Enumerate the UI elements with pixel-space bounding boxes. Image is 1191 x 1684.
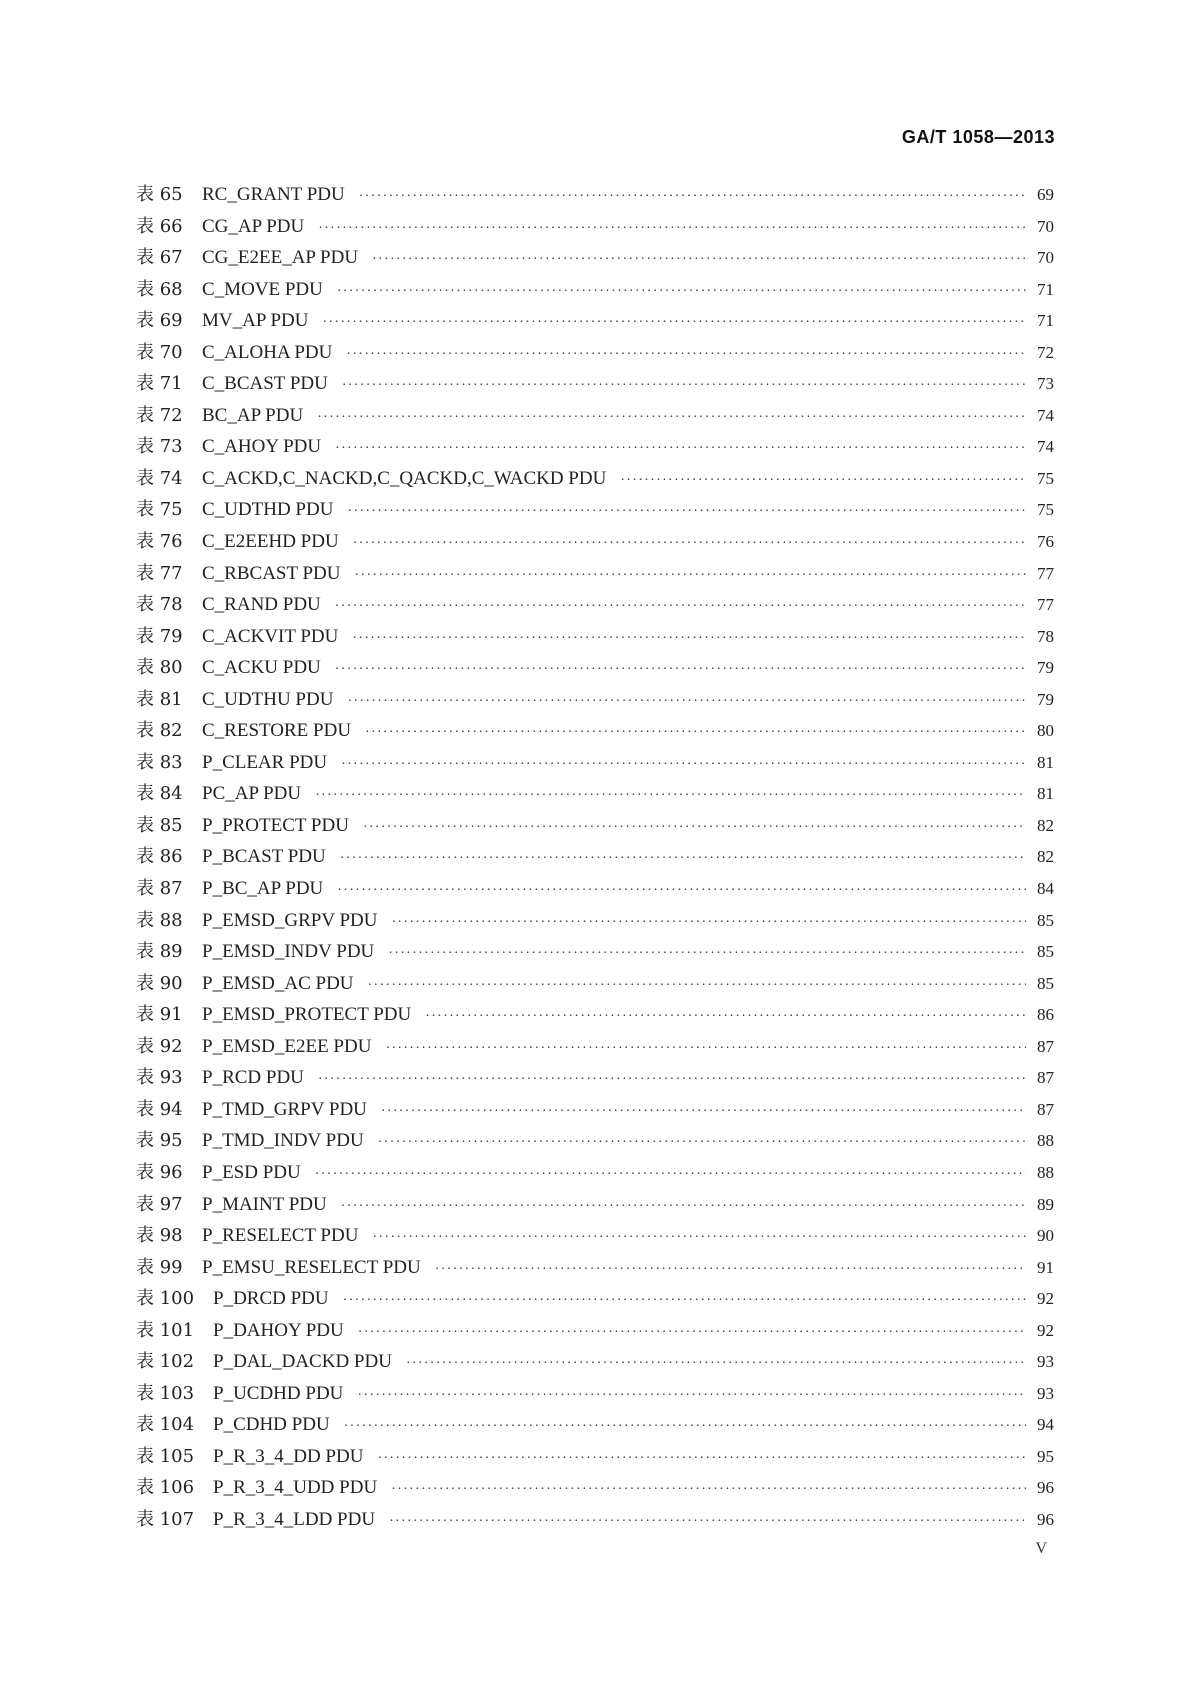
toc-entry-page: 85 <box>1037 973 1054 993</box>
toc-entry[interactable] <box>136 937 1054 969</box>
toc-entry-page: 73 <box>1037 374 1054 394</box>
toc-entry-label: 表 88 <box>136 909 183 931</box>
toc-entry-page: 91 <box>1037 1257 1054 1277</box>
toc-dot-leader <box>352 631 1026 647</box>
toc-entry-label: 表 85 <box>136 814 183 836</box>
toc-dot-leader <box>335 441 1026 457</box>
toc-entry-title: P_UCDHD PDU <box>213 1382 344 1404</box>
toc-entry-label: 表 103 <box>136 1382 195 1404</box>
toc-entry-label: 表 77 <box>136 562 183 584</box>
toc-entry[interactable] <box>136 401 1054 433</box>
toc-entry[interactable] <box>136 1190 1054 1222</box>
toc-entry[interactable] <box>136 906 1054 938</box>
toc-dot-leader <box>435 1262 1026 1278</box>
toc-dot-leader <box>377 1451 1026 1467</box>
toc-entry[interactable] <box>136 842 1054 874</box>
toc-entry-page: 74 <box>1037 405 1054 425</box>
toc-entry-title: P_DAHOY PDU <box>213 1319 344 1341</box>
toc-entry[interactable] <box>136 180 1054 212</box>
toc-entry-page: 74 <box>1037 437 1054 457</box>
toc-entry-title: RC_GRANT PDU <box>202 184 345 205</box>
toc-entry-page: 87 <box>1037 1099 1054 1119</box>
toc-entry[interactable] <box>136 1063 1054 1095</box>
toc-entry-title: C_MOVE PDU <box>202 278 323 300</box>
toc-dot-leader <box>347 504 1026 520</box>
toc-entry-page: 72 <box>1037 342 1054 362</box>
toc-dot-leader <box>341 757 1026 773</box>
toc-dot-leader <box>346 347 1026 363</box>
toc-entry[interactable] <box>136 1347 1054 1379</box>
toc-entry-page: 85 <box>1037 942 1054 962</box>
toc-entry-page: 82 <box>1037 847 1054 867</box>
toc-dot-leader <box>391 915 1026 931</box>
toc-entry-title: C_ALOHA PDU <box>202 341 333 363</box>
toc-entry-title: P_EMSD_GRPV PDU <box>202 909 378 931</box>
toc-entry-label: 表 86 <box>136 846 183 868</box>
toc-entry[interactable] <box>136 527 1054 559</box>
toc-dot-leader <box>358 1325 1026 1341</box>
toc-entry[interactable] <box>136 874 1054 906</box>
toc-entry-label: 表 105 <box>136 1445 195 1467</box>
toc-entry-title: PC_AP PDU <box>202 783 302 805</box>
toc-entry-label: 表 75 <box>136 499 183 521</box>
toc-entry-title: P_RCD PDU <box>202 1067 304 1089</box>
toc-dot-leader <box>335 662 1026 678</box>
toc-entry-title: P_EMSD_PROTECT PDU <box>202 1004 412 1026</box>
document-code: GA/T 1058—2013 <box>901 127 1055 147</box>
toc-entry[interactable] <box>136 306 1054 338</box>
toc-entry[interactable] <box>136 590 1054 622</box>
toc-entry-label: 表 93 <box>136 1067 183 1089</box>
toc-dot-leader <box>381 1104 1026 1120</box>
toc-entry-label: 表 99 <box>136 1256 183 1278</box>
toc-entry-label: 表 84 <box>136 783 183 805</box>
toc-entry-title: C_RAND PDU <box>202 594 321 616</box>
toc-entry-title: MV_AP PDU <box>202 310 309 332</box>
toc-entry-page: 94 <box>1037 1415 1054 1435</box>
toc-entry[interactable] <box>136 464 1054 496</box>
toc-entry-title: P_R_3_4_UDD PDU <box>213 1477 378 1499</box>
toc-entry-page: 96 <box>1037 1509 1054 1529</box>
toc-entry-title: P_TMD_INDV PDU <box>202 1130 364 1152</box>
toc-entry-title: C_ACKD,C_NACKD,C_QACKD,C_WACKD PDU <box>202 467 607 489</box>
toc-entry-title: P_ESD PDU <box>202 1161 301 1183</box>
toc-entry-label: 表 90 <box>136 972 183 994</box>
toc-entry-page: 87 <box>1037 1068 1054 1088</box>
toc-entry[interactable] <box>136 1032 1054 1064</box>
toc-dot-leader <box>340 851 1026 867</box>
toc-entry-label: 表 96 <box>136 1161 183 1183</box>
toc-entry-title: C_UDTHU PDU <box>202 688 334 710</box>
toc-entry-label: 表 83 <box>136 751 183 773</box>
toc-entry-title: CG_E2EE_AP PDU <box>202 247 359 269</box>
toc-dot-leader <box>315 788 1026 804</box>
toc-entry-label: 表 71 <box>136 373 183 395</box>
toc-entry-label: 表 76 <box>136 531 183 553</box>
toc-entry-label: 表 102 <box>136 1351 195 1373</box>
toc-entry[interactable] <box>136 653 1054 685</box>
toc-entry-label: 表 87 <box>136 878 183 900</box>
toc-entry-page: 86 <box>1037 1005 1054 1025</box>
toc-dot-leader <box>359 189 1026 205</box>
toc-entry-page: 93 <box>1037 1352 1054 1372</box>
toc-entry-page: 71 <box>1037 311 1054 331</box>
toc-entry-title: P_DAL_DACKD PDU <box>213 1351 392 1373</box>
toc-dot-leader <box>342 378 1026 394</box>
toc-entry[interactable] <box>136 685 1054 717</box>
toc-entry[interactable] <box>136 243 1054 275</box>
toc-dot-leader <box>357 1388 1026 1404</box>
toc-entry[interactable] <box>136 1505 1054 1537</box>
toc-entry-title: P_MAINT PDU <box>202 1193 327 1215</box>
toc-entry-label: 表 79 <box>136 625 183 647</box>
toc-dot-leader <box>322 315 1026 331</box>
toc-dot-leader <box>318 1072 1026 1088</box>
toc-entry-label: 表 97 <box>136 1193 183 1215</box>
toc-dot-leader <box>363 820 1026 836</box>
toc-dot-leader <box>315 1167 1026 1183</box>
toc-entry-label: 表 67 <box>136 247 183 269</box>
toc-entry-label: 表 69 <box>136 310 183 332</box>
toc-entry[interactable] <box>136 1410 1054 1442</box>
toc-entry[interactable] <box>136 1284 1054 1316</box>
toc-entry-title: P_R_3_4_LDD PDU <box>213 1508 376 1530</box>
toc-entry-title: C_E2EEHD PDU <box>202 531 339 553</box>
toc-dot-leader <box>337 883 1026 899</box>
toc-entry[interactable] <box>136 1253 1054 1285</box>
toc-entry-page: 78 <box>1037 626 1054 646</box>
toc-dot-leader <box>344 1419 1026 1435</box>
toc-entry[interactable] <box>136 369 1054 401</box>
toc-dot-leader <box>425 1009 1026 1025</box>
toc-entry[interactable] <box>136 1442 1054 1474</box>
toc-entry[interactable] <box>136 622 1054 654</box>
toc-entry-label: 表 68 <box>136 278 183 300</box>
toc-entry-page: 75 <box>1037 500 1054 520</box>
toc-entry-label: 表 70 <box>136 341 183 363</box>
toc-dot-leader <box>406 1356 1026 1372</box>
page-number: V <box>1035 1540 1047 1557</box>
toc-entry[interactable] <box>136 748 1054 780</box>
toc-entry-label: 表 81 <box>136 688 183 710</box>
toc-entry-title: P_CDHD PDU <box>213 1414 330 1436</box>
toc-entry[interactable] <box>136 1379 1054 1411</box>
toc-entry[interactable] <box>136 338 1054 370</box>
toc-entry-page: 81 <box>1037 784 1054 804</box>
toc-entry-title: C_AHOY PDU <box>202 436 322 458</box>
toc-entry-label: 表 106 <box>136 1477 195 1499</box>
toc-entry-label: 表 89 <box>136 941 183 963</box>
toc-entry-title: P_EMSD_AC PDU <box>202 972 354 994</box>
toc-entry-title: C_UDTHD PDU <box>202 499 334 521</box>
toc-entry-title: BC_AP PDU <box>202 404 304 426</box>
toc-dot-leader <box>335 599 1026 615</box>
toc-entry[interactable] <box>136 1000 1054 1032</box>
toc-entry-page: 75 <box>1037 468 1054 488</box>
toc-entry-label: 表 91 <box>136 1004 183 1026</box>
toc-entry-title: P_TMD_GRPV PDU <box>202 1098 367 1120</box>
toc-entry-title: CG_AP PDU <box>202 215 305 237</box>
toc-entry-page: 92 <box>1037 1289 1054 1309</box>
toc-entry[interactable] <box>136 495 1054 527</box>
toc-entry[interactable] <box>136 1316 1054 1348</box>
toc-entry-title: P_PROTECT PDU <box>202 814 349 836</box>
toc-entry-page: 88 <box>1037 1131 1054 1151</box>
toc-entry-page: 70 <box>1037 248 1054 268</box>
toc-entry-label: 表 82 <box>136 720 183 742</box>
toc-dot-leader <box>343 1293 1026 1309</box>
toc-entry-page: 89 <box>1037 1194 1054 1214</box>
toc-entry-label: 表 74 <box>136 467 183 489</box>
toc-entry[interactable] <box>136 779 1054 811</box>
toc-entry-title: P_EMSD_INDV PDU <box>202 941 375 963</box>
toc-dot-leader <box>385 1041 1026 1057</box>
table-of-contents <box>136 180 1054 1537</box>
toc-dot-leader <box>353 536 1026 552</box>
toc-entry-label: 表 107 <box>136 1508 195 1530</box>
toc-entry[interactable] <box>136 1095 1054 1127</box>
toc-dot-leader <box>347 694 1026 710</box>
toc-entry-title: C_ACKVIT PDU <box>202 625 339 647</box>
toc-entry-page: 70 <box>1037 216 1054 236</box>
toc-entry-label: 表 65 <box>136 184 183 205</box>
toc-entry-page: 96 <box>1037 1478 1054 1498</box>
toc-entry[interactable] <box>136 1158 1054 1190</box>
toc-entry-label: 表 94 <box>136 1098 183 1120</box>
toc-entry-page: 79 <box>1037 689 1054 709</box>
toc-entry-label: 表 73 <box>136 436 183 458</box>
toc-entry-page: 90 <box>1037 1226 1054 1246</box>
toc-entry-page: 95 <box>1037 1446 1054 1466</box>
toc-dot-leader <box>391 1482 1026 1498</box>
toc-entry-title: C_ACKU PDU <box>202 657 321 679</box>
toc-entry-label: 表 100 <box>136 1288 195 1310</box>
toc-entry-page: 92 <box>1037 1320 1054 1340</box>
toc-dot-leader <box>372 252 1026 268</box>
toc-entry-page: 77 <box>1037 595 1054 615</box>
toc-entry-page: 80 <box>1037 721 1054 741</box>
toc-entry-page: 77 <box>1037 563 1054 583</box>
toc-entry-title: C_BCAST PDU <box>202 373 328 395</box>
toc-entry-page: 82 <box>1037 815 1054 835</box>
toc-entry-page: 69 <box>1037 185 1054 204</box>
toc-dot-leader <box>337 284 1026 300</box>
toc-entry-label: 表 104 <box>136 1414 195 1436</box>
toc-entry-title: P_DRCD PDU <box>213 1288 329 1310</box>
toc-entry[interactable] <box>136 811 1054 843</box>
toc-entry-label: 表 92 <box>136 1035 183 1057</box>
toc-dot-leader <box>318 221 1026 237</box>
toc-dot-leader <box>388 946 1026 962</box>
toc-dot-leader <box>341 1199 1026 1215</box>
toc-entry-title: P_BC_AP PDU <box>202 878 324 900</box>
toc-entry[interactable] <box>136 716 1054 748</box>
toc-entry-page: 76 <box>1037 532 1054 552</box>
toc-entry-title: P_CLEAR PDU <box>202 751 328 773</box>
toc-entry-label: 表 66 <box>136 215 183 237</box>
toc-entry-page: 93 <box>1037 1383 1054 1403</box>
toc-entry[interactable] <box>136 1473 1054 1505</box>
toc-entry-page: 79 <box>1037 658 1054 678</box>
toc-entry-title: P_R_3_4_DD PDU <box>213 1445 364 1467</box>
toc-entry[interactable] <box>136 1126 1054 1158</box>
toc-dot-leader <box>368 978 1026 994</box>
toc-entry[interactable] <box>136 212 1054 244</box>
toc-dot-leader <box>317 410 1026 426</box>
toc-entry-label: 表 98 <box>136 1225 183 1247</box>
toc-entry-label: 表 101 <box>136 1319 195 1341</box>
toc-dot-leader <box>389 1514 1026 1530</box>
toc-entry[interactable] <box>136 969 1054 1001</box>
toc-dot-leader <box>365 725 1026 741</box>
toc-entry-title: P_EMSD_E2EE PDU <box>202 1035 372 1057</box>
toc-entry-page: 84 <box>1037 879 1054 899</box>
toc-dot-leader <box>378 1135 1026 1151</box>
toc-entry-title: P_BCAST PDU <box>202 846 326 868</box>
toc-entry-title: C_RBCAST PDU <box>202 562 341 584</box>
toc-entry-page: 87 <box>1037 1036 1054 1056</box>
toc-entry-page: 81 <box>1037 752 1054 772</box>
toc-dot-leader <box>372 1230 1026 1246</box>
toc-entry[interactable] <box>136 275 1054 307</box>
toc-entry-label: 表 80 <box>136 657 183 679</box>
toc-entry[interactable] <box>136 432 1054 464</box>
toc-dot-leader <box>355 568 1026 584</box>
toc-entry[interactable] <box>136 559 1054 591</box>
toc-entry-title: P_RESELECT PDU <box>202 1225 359 1247</box>
toc-entry-title: C_RESTORE PDU <box>202 720 352 742</box>
toc-entry-label: 表 95 <box>136 1130 183 1152</box>
toc-entry-page: 88 <box>1037 1162 1054 1182</box>
toc-entry-label: 表 78 <box>136 594 183 616</box>
toc-entry-label: 表 72 <box>136 404 183 426</box>
toc-entry-page: 85 <box>1037 910 1054 930</box>
toc-entry[interactable] <box>136 1221 1054 1253</box>
toc-dot-leader <box>620 473 1026 489</box>
toc-entry-page: 71 <box>1037 279 1054 299</box>
toc-entry-title: P_EMSU_RESELECT PDU <box>202 1256 421 1278</box>
